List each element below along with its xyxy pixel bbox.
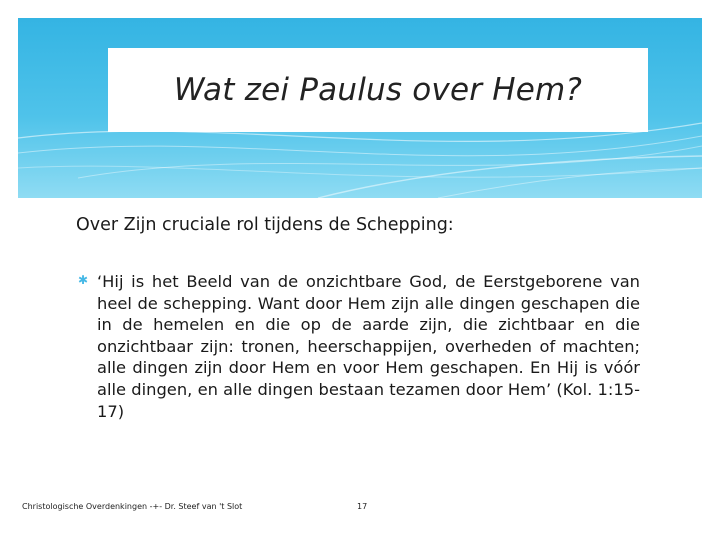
footer-page-number: 17 [357, 502, 368, 511]
bullet-quote-text: ‘Hij is het Beeld van de onzichtbare God, de Eerstgeborene van heel de schepping. Want door Hem zijn alle dingen geschapen die in de hemelen en die op de aarde zijn, die zichtbaar en die onzichtbaar zijn: tronen, heerschappijen, overheden of machten; alle dingen zijn door Hem en voor Hem geschapen. En Hij is vóór alle dingen, en alle dingen bestaan tezamen door Hem’ (Kol. 1:15-17) [97, 272, 640, 421]
intro-text: Over Zijn cruciale rol tijdens de Schepping: [76, 215, 454, 235]
header-band [18, 18, 702, 198]
slide-title: Wat zei Paulus over Hem? [173, 72, 583, 108]
asterisk-bullet-icon: ✱ [78, 273, 89, 287]
bullet-item [78, 271, 640, 422]
title-box [108, 48, 648, 132]
footer-author: Christologische Overdenkingen -+- Dr. Steef van 't Slot [22, 502, 243, 511]
